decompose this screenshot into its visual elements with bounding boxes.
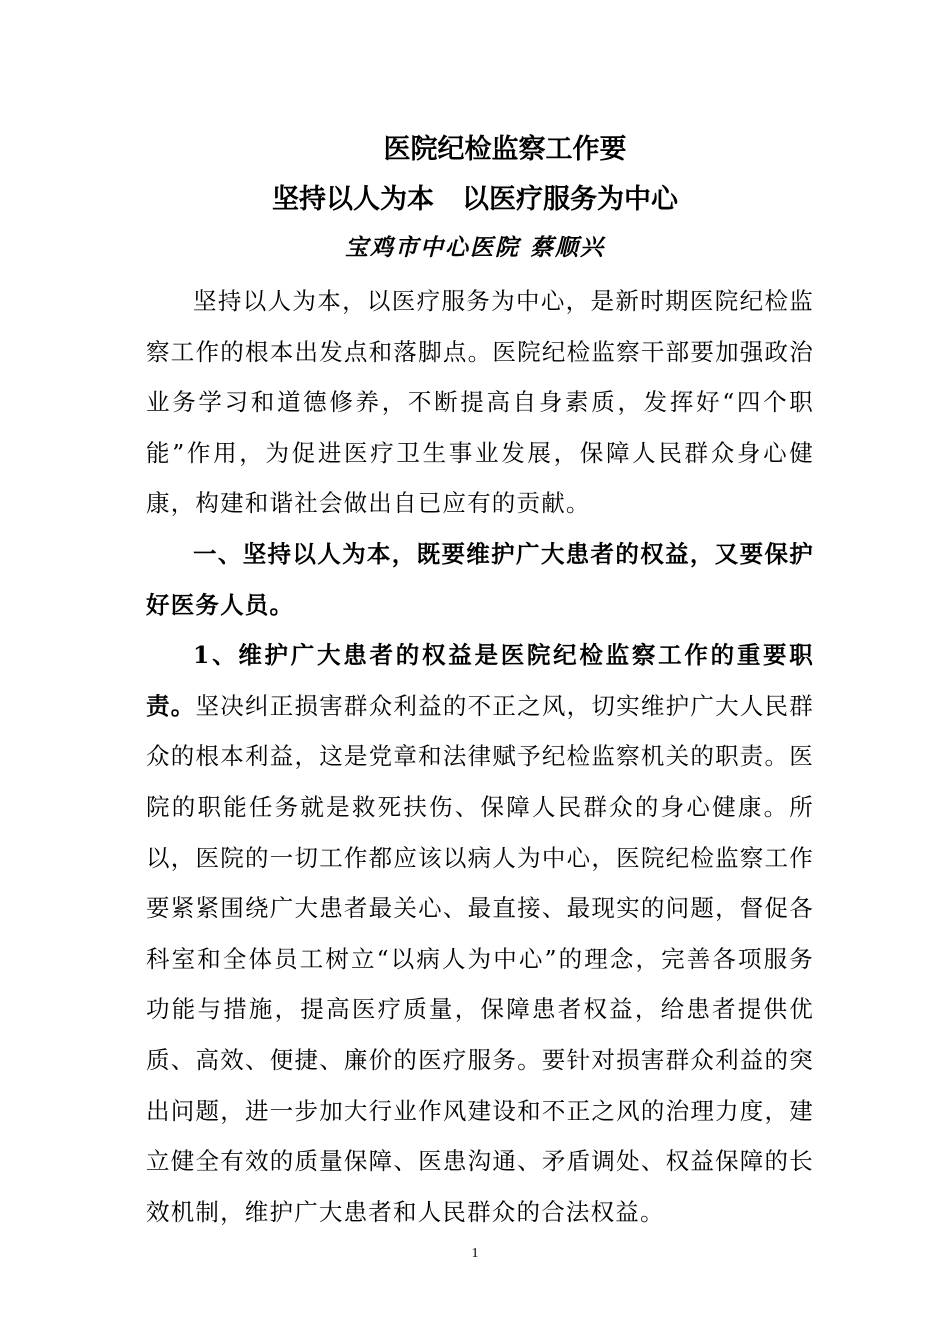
page-number: 1	[471, 1246, 479, 1261]
subtitle-part-1: 坚持以人为本	[272, 184, 434, 215]
subtitle-part-2: 以医疗服务为中心	[462, 184, 678, 215]
document-subtitle	[0, 180, 950, 220]
paragraph-lead-bold: 1、维护广大患者的权益是医院纪检监察工作的重要职责。	[146, 641, 814, 720]
intro-paragraph: 坚持以人为本，以医疗服务为中心，是新时期医院纪检监察工作的根本出发点和落脚点。医院纪检监察干部要加强政治业务学习和道德修养，不断提高自身素质，发挥好“四个职能”作用，为促进医疗卫生事业发展，保障人民群众身心健康，构建和谐社会做出自已应有的贡献。	[146, 287, 814, 518]
title-line-1: 医院纪检监察工作要	[383, 134, 627, 165]
section-heading-1: 一、坚持以人为本，既要维护广大患者的权益，又要保护好医务人员。	[146, 539, 814, 619]
document-title	[30, 130, 950, 170]
document-body	[146, 276, 814, 1237]
section-paragraph-1	[146, 630, 814, 1237]
paragraph-text: 坚决纠正损害群众利益的不正之风，切实维护广大人民群众的根本利益，这是党章和法律赋予纪检监察机关的职责。医院的职能任务就是救死扶伤、保障人民群众的身心健康。所以，医院的一切工作都应该以病人为中心，医院纪检监察工作要紧紧围绕广大患者最关心、最直接、最现实的问题，督促各科室和全体员工树立“以病人为中心”的理念，完善各项服务功能与措施，提高医疗质量，保障患者权益，给患者提供优质、高效、便捷、廉价的医疗服务。要针对损害群众利益的突出问题，进一步加大行业作风建设和不正之风的治理力度，建立健全有效的质量保障、医患沟通、矛盾调处、权益保障的长效机制，维护广大患者和人民群众的合法权益。	[146, 691, 814, 1226]
author-line: 宝鸡市中心医院 蔡顺兴	[344, 234, 605, 261]
